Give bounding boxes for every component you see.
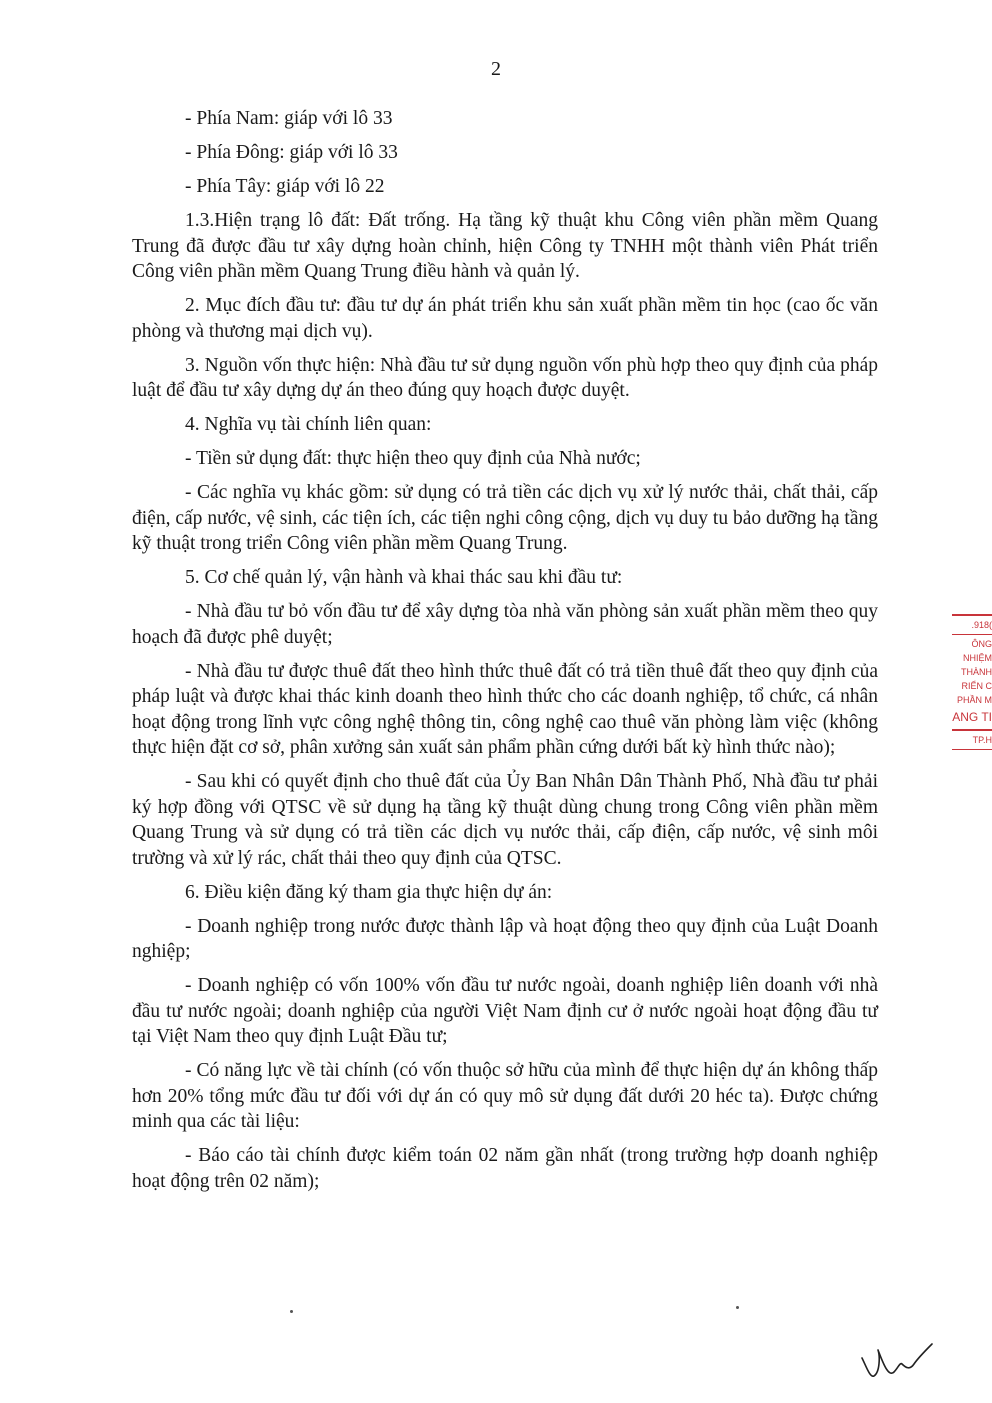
paragraph-other-obligations: - Các nghĩa vụ khác gồm: sử dụng có trả tiền các dịch vụ xử lý nước thải, chất thải, cấp điện, cấp nước, vệ sinh, các tiện ích, các tiện nghi công cộng, dịch vụ duy tu bảo dưỡng hạ tầng kỹ thuật trong triển Công viên phần mềm Quang Trung. [132,482,878,554]
paragraph-foreign-enterprise: - Doanh nghiệp có vốn 100% vốn đầu tư nước ngoài, doanh nghiệp liên doanh với nhà đầu tư nước ngoài; doanh nghiệp của người Việt Nam định cư ở nước ngoài hoạt động đầu tư tại Việt Nam theo quy định Luật Đầu tư; [132,975,878,1047]
red-stamp-fragment [948,612,992,792]
stamp-rule [952,634,992,636]
paragraph-land-lease: - Nhà đầu tư được thuê đất theo hình thức thuê đất có trả tiền thuê đất theo quy định của pháp luật và được khai thác kinh doanh theo hình thức cho các doanh nghiệp, tổ chức, cá nhân hoạt động trong lĩnh vực công nghệ thông tin, công nghệ cao thuê văn phòng làm việc (không thực hiện đặt cơ sở, phân xưởng sản xuất sản phẩm phần cứng dưới bất kỳ hình thức nào); [132,660,878,758]
initials-stroke [862,1344,932,1376]
paragraph-site-status: 1.3.Hiện trạng lô đất: Đất trống. Hạ tầng kỹ thuật khu Công viên phần mềm Quang Trung đã được đầu tư xây dựng hoàn chỉnh, hiện Công ty TNHH một thành viên Phát triển Công viên phần mềm Quang Trung điều hành và quản lý. [132,210,878,282]
paragraph-investor-capital: - Nhà đầu tư bỏ vốn đầu tư để xây dựng tòa nhà văn phòng sản xuất phần mềm theo quy hoạch đã được phê duyệt; [132,601,878,648]
stamp-text-line: .918( [971,619,992,630]
stamp-text-line: TP.H [972,734,992,745]
paragraph-domestic-enterprise: - Doanh nghiệp trong nước được thành lập và hoạt động theo quy định của Luật Doanh nghiệp; [132,915,878,962]
paragraph-land-use-fee: - Tiền sử dụng đất: thực hiện theo quy định của Nhà nước; [185,448,641,469]
paragraph-west-border: - Phía Tây: giáp với lô 22 [185,176,385,197]
document-body [132,106,878,1203]
stamp-text-line: NHIỆM [963,653,992,663]
paragraph-financial-obligations: 4. Nghĩa vụ tài chính liên quan: [185,414,432,435]
paragraph-financial-capacity: - Có năng lực về tài chính (có vốn thuộc sở hữu của mình để thực hiện dự án không thấp hơn 20% tổng mức đầu tư đối với dự án có quy mô sử dụng đất dưới 20 héc ta). Được chứng minh qua các tài liệu: [132,1060,878,1132]
paragraph-investment-purpose: 2. Mục đích đầu tư: đầu tư dự án phát triển khu sản xuất phần mềm tin học (cao ốc văn phòng và thương mại dịch vụ). [132,295,878,342]
stamp-text-line: RIỂN C [961,681,992,691]
stamp-text-line: ÔNG [971,639,992,649]
paragraph-qtsc-contract: - Sau khi có quyết định cho thuê đất của Ủy Ban Nhân Dân Thành Phố, Nhà đầu tư phải ký hợp đồng với QTSC về sử dụng hạ tầng kỹ thuật dùng chung trong Công viên phần mềm Quang Trung và sử dụng có trả tiền các dịch vụ nước thải, cấp điện, cấp nước, vệ sinh môi trường và xử lý rác, chất thải theo quy định của QTSC. [132,771,878,869]
stamp-text-line: PHẦN M [956,695,992,705]
paragraph-audited-reports: - Báo cáo tài chính được kiểm toán 02 năm gần nhất (trong trường hợp doanh nghiệp hoạt động trên 02 năm); [132,1145,878,1192]
stamp-text-line: THÀNH [961,667,992,677]
paragraph-south-border: - Phía Nam: giáp với lô 33 [185,108,393,129]
paragraph-east-border: - Phía Đông: giáp với lô 33 [185,142,398,163]
stamp-rule [952,749,992,751]
handwritten-initials [858,1338,938,1388]
stamp-rule [952,614,992,616]
paragraph-funding-source: 3. Nguồn vốn thực hiện: Nhà đầu tư sử dụng nguồn vốn phù hợp theo quy định của pháp luật để đầu tư xây dựng dự án theo đúng quy hoạch được duyệt. [132,354,878,401]
stamp-text-line: ANG TI [952,710,992,724]
page-number: 2 [491,58,501,80]
scan-speck [736,1306,739,1309]
scan-speck [290,1310,293,1313]
paragraph-registration-conditions: 6. Điều kiện đăng ký tham gia thực hiện dự án: [185,881,553,903]
paragraph-management-mechanism: 5. Cơ chế quản lý, vận hành và khai thác sau khi đầu tư: [185,567,623,588]
stamp-rule [952,729,992,731]
